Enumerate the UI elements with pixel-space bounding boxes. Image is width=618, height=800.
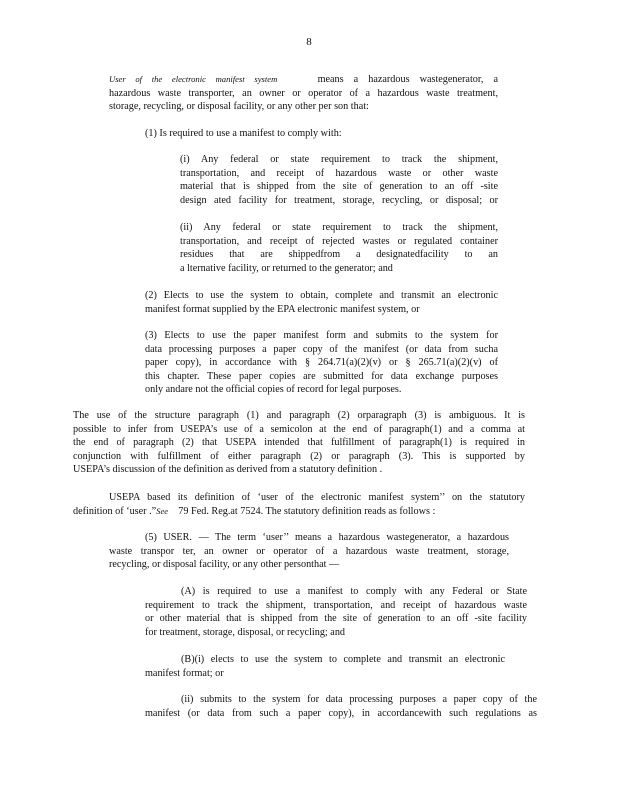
definition-paragraph (109, 73, 498, 114)
item-1-i: (i) Any federal or state requirement to track the shipment, transportation, and receipt of hazardous waste or other waste material that is shipped from the site of generation to an off -site design ated facility for treatment, storage, recycling, or disposal; or (180, 154, 498, 206)
statute-5: (5) USER. — The term ‘user’’ means a hazardous wastegenerator, a hazardous waste transpor ter, an owner or operator of a hazardous waste treatment, storage, recycling, or disposal facility, or any other personthat — (109, 532, 509, 571)
item-1: (1) Is required to use a manifest to comply with: (145, 128, 342, 139)
statute-B-ii: (ii) submits to the system for data processing purposes a paper copy of the manifest (or data from such a paper copy), in accordancewith such regulations as (145, 694, 537, 719)
usepa-paragraph: USEPA based its definition of ‘user of the electronic manifest system’’ on the statutory definition of ‘user .”See 79 Fed. Reg.at 7524. The statutory definition reads as follows : (73, 492, 525, 517)
item-2: (2) Elects to use the system to obtain, complete and transmit an electronic manifest format supplied by the EPA electronic manifest system, or (145, 290, 498, 315)
defined-term: User of the electronic manifest system (109, 74, 278, 84)
item-1-ii: (ii) Any federal or state requirement to track the shipment, transportation, and receipt of rejected wastes or regulated container residues that are shippedfrom a designatedfacility to an a lternative facility, or returned to the generator; and (180, 222, 498, 274)
definition-line: hazardous waste transporter, an owner or operator of a hazardous waste treatment, (109, 87, 498, 99)
see-signal: See (156, 505, 169, 516)
definition-line: storage, recycling, or disposal facility, or any other per son that: (109, 101, 369, 113)
definition-line: User of the electronic manifest system means a hazardous wastegenerator, a (109, 74, 498, 85)
item-3: (3) Elects to use the paper manifest form and submits to the system for data processing purposes a paper copy of the manifest (or data from sucha paper copy), in accordance with § 264.71(a)(2)(v) or § 265.71(a)(2)(v) of this chapter. These paper copies are submitted for data exchange purposes only andare not the official copies of record for legal purposes. (145, 330, 498, 396)
statute-A: (A) is required to use a manifest to comply with any Federal or State requirement to track the shipment, transportation, and receipt of hazardous waste or other material that is shipped from the site of generation to an off -site facility for treatment, storage, disposal, or recycling; and (145, 586, 527, 638)
statute-B-i: (B)(i) elects to use the system to complete and transmit an electronic manifest format; or (145, 654, 505, 679)
structure-paragraph: The use of the structure paragraph (1) and paragraph (2) orparagraph (3) is ambiguous. It is possible to infer from USEPA’s use of a semicolon at the end of paragraph(1) and a comma at the end of paragraph (2) that USEPA intended that fulfillment of paragraph(1) is required in conjunction with fulfillment of either paragraph (2) or paragraph (3). This is supported by USEPA’s discussion of the definition as derived from a statutory definition . (73, 410, 525, 476)
page-number: 8 (306, 36, 312, 48)
